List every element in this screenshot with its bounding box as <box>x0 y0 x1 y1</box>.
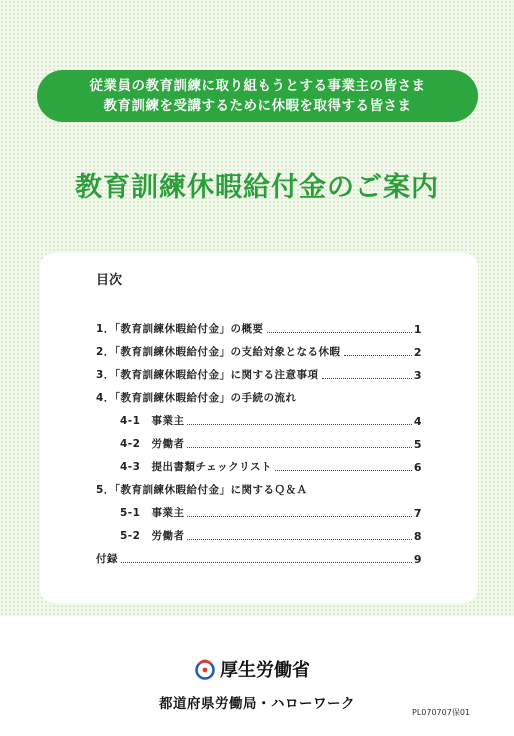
dot-leader <box>275 470 412 471</box>
toc-entry-2[interactable] <box>96 343 422 359</box>
dot-leader <box>344 355 412 356</box>
toc-entry-page: 6 <box>413 461 422 474</box>
toc-entry-4-2[interactable] <box>120 435 422 451</box>
banner-line-1: 従業員の教育訓練に取り組もうとする事業主の皆さま <box>89 78 426 94</box>
ministry-logo <box>194 656 310 682</box>
toc-entry-page: 1 <box>413 323 422 336</box>
toc-entry-label: 4-1 事業主 <box>120 415 185 427</box>
toc-entry-label: 5-2 労働者 <box>120 530 185 542</box>
toc-entry-4-1[interactable] <box>120 412 422 428</box>
document-code: PL070707保01 <box>412 708 470 717</box>
toc-entry-appendix[interactable] <box>96 550 422 566</box>
toc-entry-page: 4 <box>413 415 422 428</box>
toc-entry-label: 付録 <box>96 553 118 565</box>
dot-leader <box>121 562 412 563</box>
table-of-contents <box>40 253 478 603</box>
toc-entry-5[interactable] <box>96 481 422 497</box>
dot-leader <box>187 539 411 540</box>
toc-entry-1[interactable] <box>96 320 422 336</box>
toc-entry-4-3[interactable] <box>120 458 422 474</box>
toc-entry-label: 1．「教育訓練休暇給付金」の概要 <box>96 323 264 335</box>
dot-leader <box>187 516 411 517</box>
toc-entry-label: 2．「教育訓練休暇給付金」の支給対象となる休暇 <box>96 346 341 358</box>
banner-line-2: 教育訓練を受講するために休暇を取得する皆さま <box>103 98 412 114</box>
toc-entry-page: 3 <box>413 369 422 382</box>
issuing-office: 都道府県労働局・ハローワーク <box>159 696 355 712</box>
toc-entry-5-2[interactable] <box>120 527 422 543</box>
audience-banner <box>37 70 478 122</box>
ministry-name: 厚生労働省 <box>220 660 310 681</box>
toc-entry-5-1[interactable] <box>120 504 422 520</box>
toc-entry-label: 5-1 事業主 <box>120 507 185 519</box>
ministry-emblem-icon <box>194 658 216 680</box>
toc-entry-page: 8 <box>413 530 422 543</box>
toc-entry-label: 5．「教育訓練休暇給付金」に関するＱ＆Ａ <box>96 484 308 496</box>
toc-heading: 目次 <box>96 273 123 288</box>
toc-entry-3[interactable] <box>96 366 422 382</box>
toc-entry-4[interactable] <box>96 389 422 405</box>
toc-entry-label: 4-2 労働者 <box>120 438 185 450</box>
dot-leader <box>267 332 412 333</box>
dot-leader <box>187 424 411 425</box>
document-title: 教育訓練休暇給付金のご案内 <box>75 172 439 203</box>
toc-entry-label: 4．「教育訓練休暇給付金」の手続の流れ <box>96 392 297 404</box>
toc-entry-page: 7 <box>413 507 422 520</box>
toc-entry-page: 5 <box>413 438 422 451</box>
dot-leader <box>322 378 412 379</box>
toc-entry-page: 9 <box>413 553 422 566</box>
toc-entry-label: 3．「教育訓練休暇給付金」に関する注意事項 <box>96 369 319 381</box>
toc-entry-label: 4-3 提出書類チェックリスト <box>120 461 272 473</box>
dot-leader <box>187 447 411 448</box>
toc-entry-page: 2 <box>413 346 422 359</box>
